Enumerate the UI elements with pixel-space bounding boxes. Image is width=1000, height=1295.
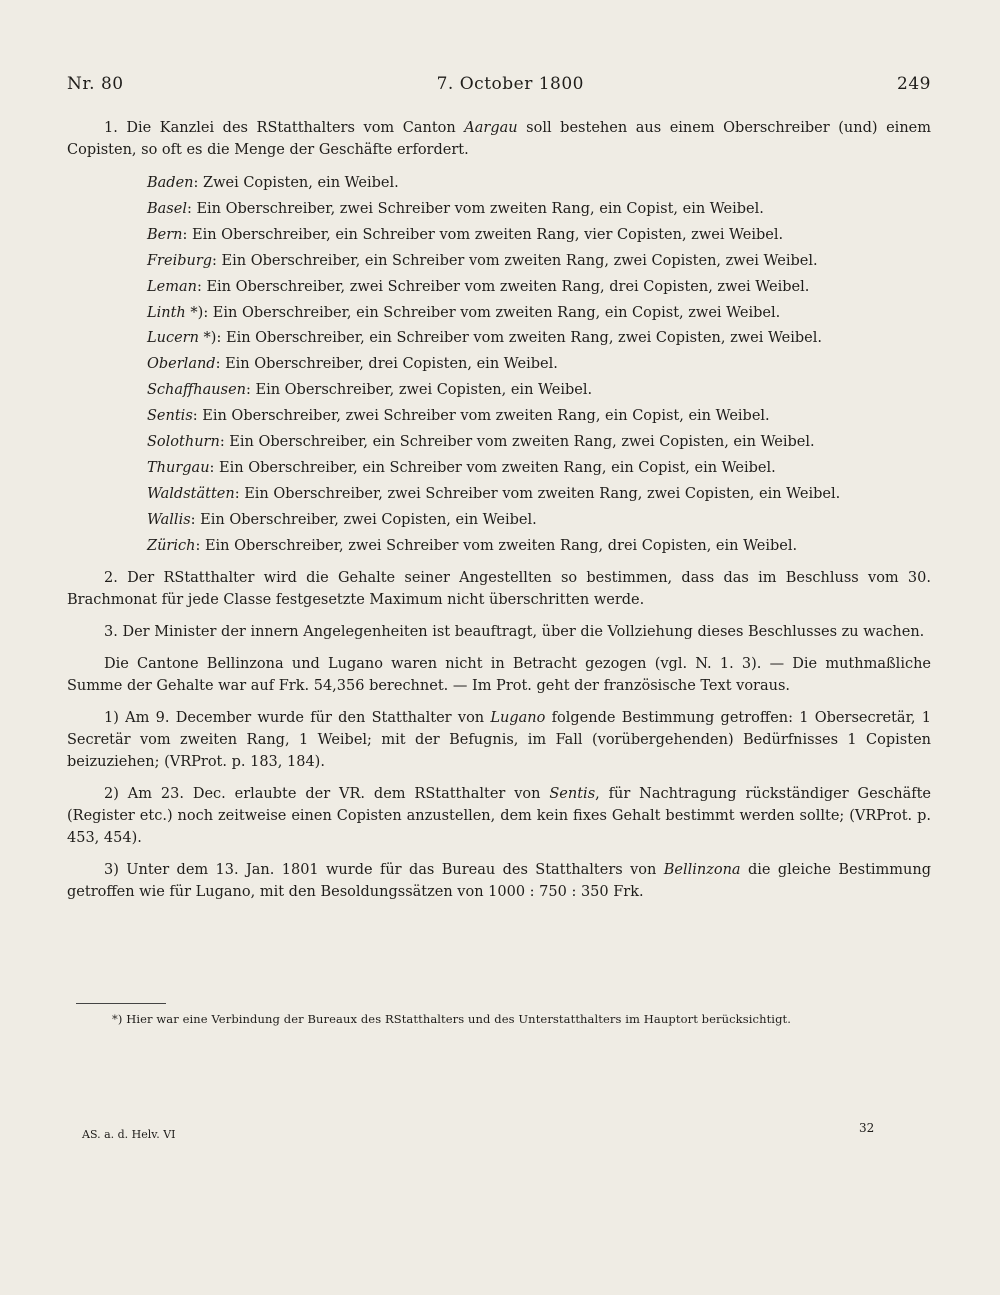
page-number: 249 [897, 74, 931, 94]
list-item: Freiburg: Ein Oberschreiber, ein Schreiber vom zweiten Rang, zwei Copisten, zwei Weibel. [147, 252, 818, 269]
canton-list [147, 171, 931, 560]
list-item: Wallis: Ein Oberschreiber, zwei Copisten, ein Weibel. [147, 511, 537, 528]
list-item: Basel: Ein Oberschreiber, zwei Schreiber vom zweiten Rang, ein Copist, ein Weibel. [147, 200, 764, 217]
footnote: *) Hier war eine Verbindung der Bureaux des RStatthalters und des Unterstatthalters im Hauptort berücksichtigt. [112, 1012, 792, 1026]
list-item: Zürich: Ein Oberschreiber, zwei Schreiber vom zweiten Rang, drei Copisten, ein Weibel. [147, 537, 798, 554]
footnote-divider [76, 1003, 166, 1004]
paragraph-1: 1. Die Kanzlei des RStatthalters vom Canton Aargau soll bestehen aus einem Oberschreiber (und) einem Copisten, so oft es die Menge der Geschäfte erfordert. [67, 120, 931, 158]
signature-left: AS. a. d. Helv. VI [82, 1128, 176, 1141]
place-bellinzona: Bellinzona [663, 861, 741, 878]
place-lugano: Lugano [490, 709, 546, 726]
paragraph-4: Die Cantone Bellinzona und Lugano waren nicht in Betracht gezogen (vgl. N. 1. 3). — Die muthmaßliche Summe der Gehalte war auf Frk. 54,356 berechnet. — Im Prot. geht der französische Text voraus. [67, 655, 931, 694]
list-item: Leman: Ein Oberschreiber, zwei Schreiber vom zweiten Rang, drei Copisten, zwei Weibel. [147, 278, 810, 295]
list-item: Linth *): Ein Oberschreiber, ein Schreiber vom zweiten Rang, ein Copist, zwei Weibel. [147, 304, 781, 321]
paragraph-3: 3. Der Minister der innern Angelegenheiten ist beauftragt, über die Vollziehung dieses Beschlusses zu wachen. [104, 623, 925, 640]
list-item: Sentis: Ein Oberschreiber, zwei Schreiber vom zweiten Rang, ein Copist, ein Weibel. [147, 408, 770, 425]
paragraph-2: 2. Der RStatthalter wird die Gehalte seiner Angestellten so bestimmen, dass das im Beschluss vom 30. Brachmonat für jede Classe festgesetzte Maximum nicht überschritten werde. [67, 569, 931, 608]
body-text [67, 117, 931, 913]
note-1: 1) Am 9. December wurde für den Statthalter von Lugano folgende Bestimmung getroffen: 1 Obersecretär, 1 Secretär vom zweiten Rang, 1 Weibel; mit der Befugnis, im Fall (vorübergehenden) Bedürfnisses 1 Copisten beizuziehen; (VRProt. p. 183, 184). [67, 709, 931, 770]
canton-aargau: Aargau [464, 120, 518, 136]
list-item: Schaffhausen: Ein Oberschreiber, zwei Copisten, ein Weibel. [147, 382, 593, 399]
note-2: 2) Am 23. Dec. erlaubte der VR. dem RStatthalter von Sentis, für Nachtragung rückständiger Geschäfte (Register etc.) noch zeitweise einen Copisten anzustellen, dem kein fixes Gehalt bestimmt werden sollte; (VRProt. p. 453, 454). [67, 785, 931, 846]
list-item: Lucern *): Ein Oberschreiber, ein Schreiber vom zweiten Rang, zwei Copisten, zwei Weibel. [147, 330, 823, 347]
running-header [67, 74, 931, 94]
signature-right: 32 [859, 1121, 875, 1135]
list-item: Solothurn: Ein Oberschreiber, ein Schreiber vom zweiten Rang, zwei Copisten, ein Weibel. [147, 434, 815, 451]
list-item: Oberland: Ein Oberschreiber, drei Copisten, ein Weibel. [147, 356, 558, 373]
list-item: Bern: Ein Oberschreiber, ein Schreiber vom zweiten Rang, vier Copisten, zwei Weibel. [147, 226, 784, 243]
list-item: Waldstätten: Ein Oberschreiber, zwei Schreiber vom zweiten Rang, zwei Copisten, ein Weibel. [147, 485, 841, 502]
list-item: Baden: Zwei Copisten, ein Weibel. [147, 175, 399, 191]
document-number: Nr. 80 [67, 74, 124, 94]
list-item: Thurgau: Ein Oberschreiber, ein Schreiber vom zweiten Rang, ein Copist, ein Weibel. [147, 459, 776, 476]
note-3: 3) Unter dem 13. Jan. 1801 wurde für das Bureau des Statthalters von Bellinzona die gleiche Bestimmung getroffen wie für Lugano, mit den Besoldungssätzen von 1000 : 750 : 350 Frk. [67, 861, 931, 900]
place-sentis: Sentis [549, 785, 596, 802]
document-date: 7. October 1800 [436, 74, 584, 94]
